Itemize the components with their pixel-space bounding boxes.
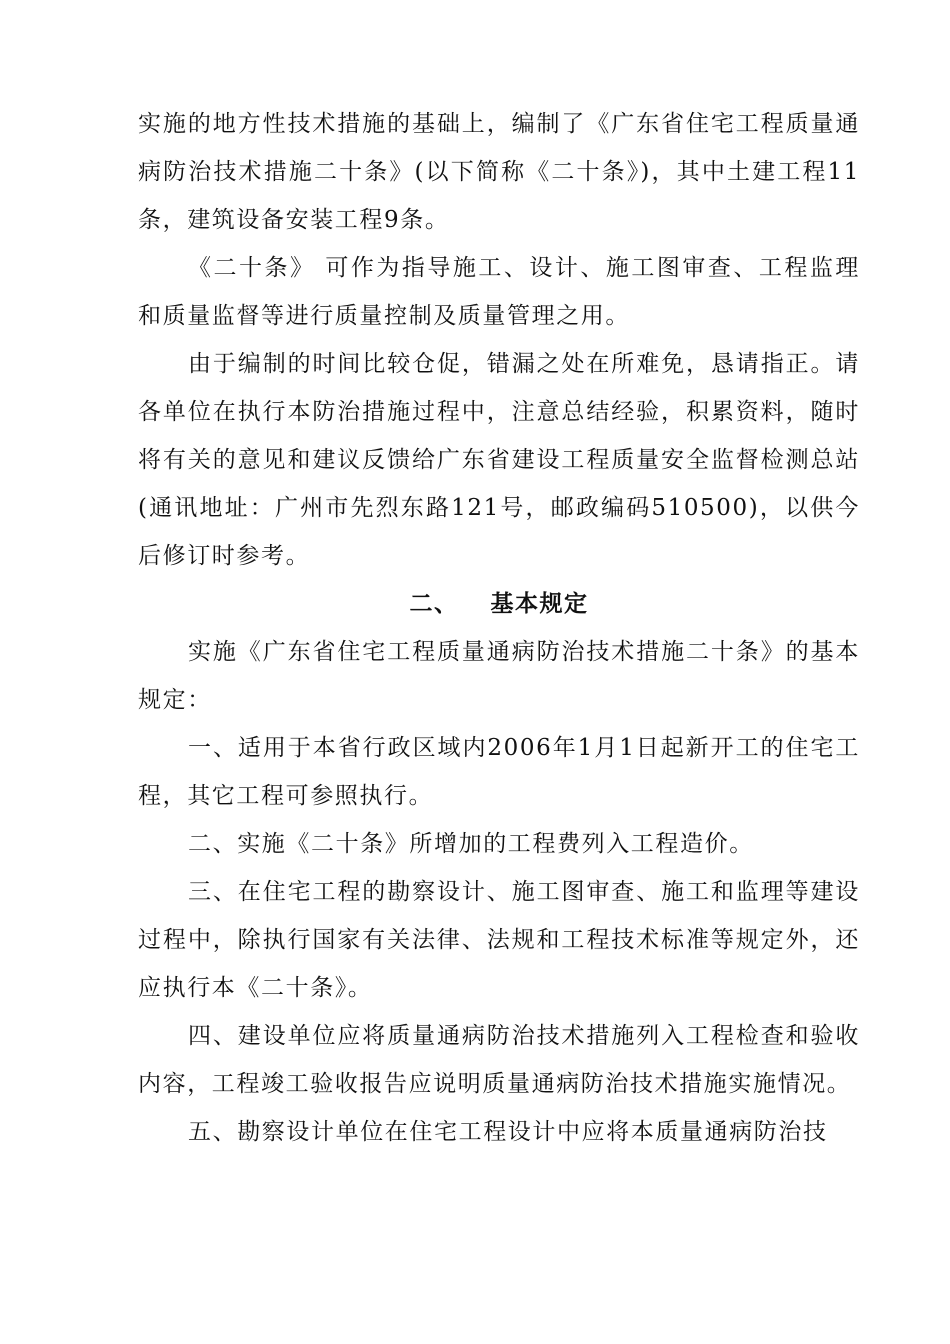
document-page	[138, 100, 860, 1156]
paragraph-rules-intro: 实施《广东省住宅工程质量通病防治技术措施二十条》的基本规定：	[138, 639, 860, 713]
section-heading	[138, 580, 860, 628]
paragraph-feedback: 由于编制的时间比较仓促，错漏之处在所难免，恳请指正。请各单位在执行本防治措施过程中，注意总结经验，积累资料，随时将有关的意见和建议反馈给广东省建设工程质量安全监督检测总站(通讯地址：广州市先烈东路121号，邮政编码510500)，以供今后修订时参考。	[138, 351, 860, 569]
section-number: 二、	[409, 591, 459, 617]
rule-item-3: 三、在住宅工程的勘察设计、施工图审查、施工和监理等建设过程中，除执行国家有关法律、法规和工程技术标准等规定外，还应执行本《二十条》。	[138, 879, 860, 1001]
paragraph-usage: 《二十条》 可作为指导施工、设计、施工图审查、工程监理和质量监督等进行质量控制及质量管理之用。	[138, 255, 860, 329]
paragraph-preface-continued: 实施的地方性技术措施的基础上，编制了《广东省住宅工程质量通病防治技术措施二十条》(以下简称《二十条》)，其中土建工程11条，建筑设备安装工程9条。	[138, 111, 860, 233]
rule-item-1: 一、适用于本省行政区域内2006年1月1日起新开工的住宅工程，其它工程可参照执行。	[138, 735, 860, 809]
rule-item-2: 二、实施《二十条》所增加的工程费列入工程造价。	[188, 831, 754, 857]
rule-item-5: 五、勘察设计单位在住宅工程设计中应将本质量通病防治技	[188, 1119, 828, 1145]
section-title: 基本规定	[490, 591, 589, 617]
rule-item-4: 四、建设单位应将质量通病防治技术措施列入工程检查和验收内容，工程竣工验收报告应说明质量通病防治技术措施实施情况。	[138, 1023, 860, 1097]
